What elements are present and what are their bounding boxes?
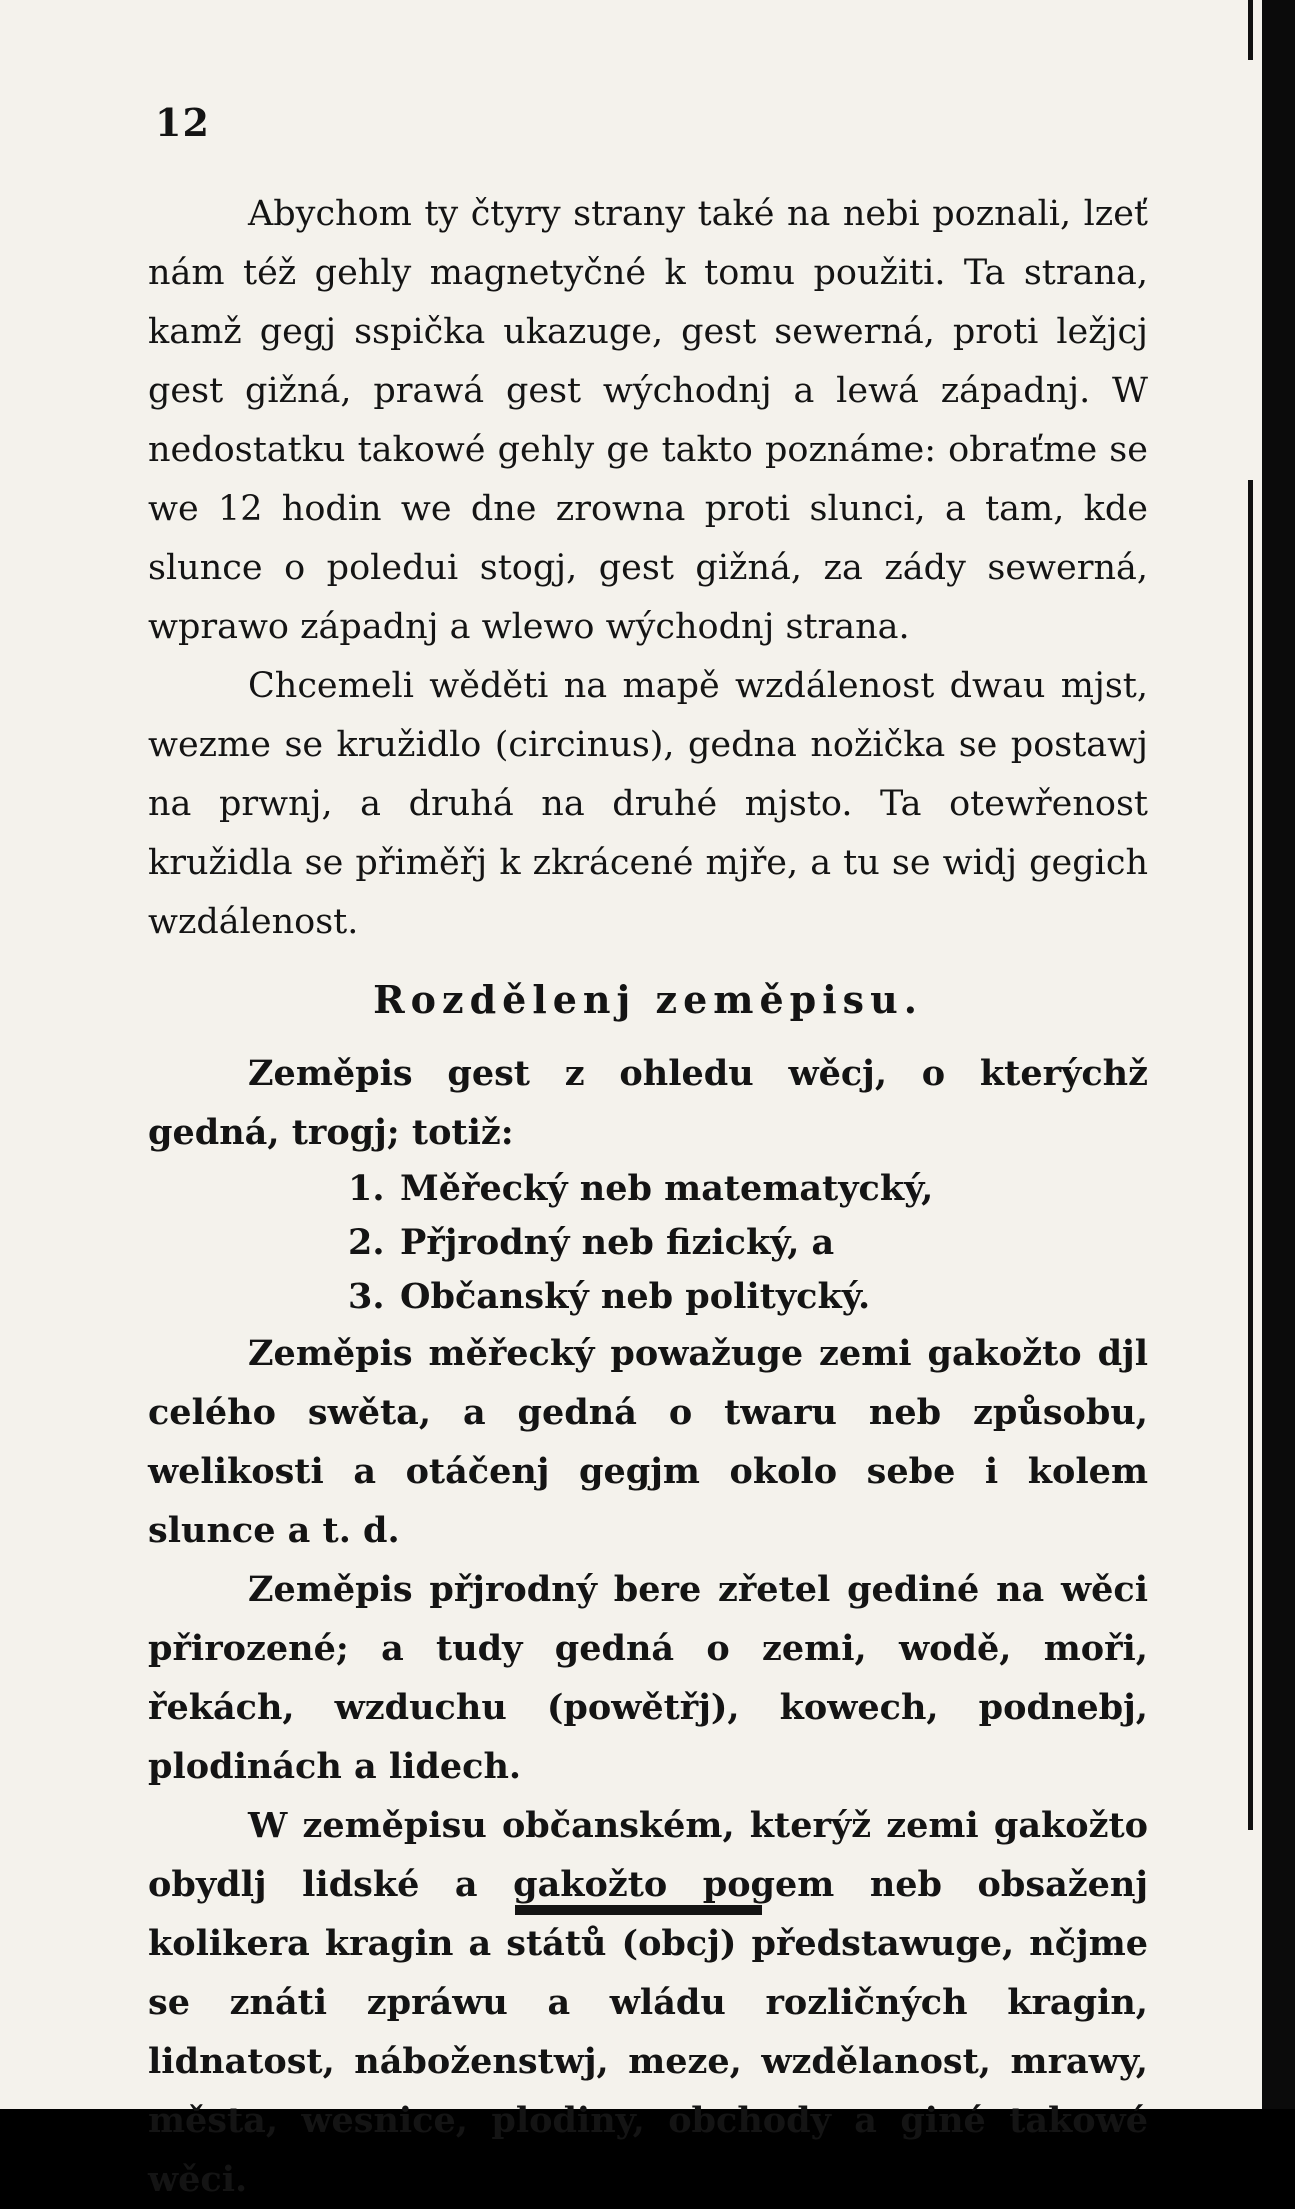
end-rule <box>515 1905 762 1915</box>
page-number: 12 <box>155 100 210 145</box>
scan-border <box>1262 0 1295 2109</box>
list-item <box>348 1270 1148 1324</box>
list-item-number: 3. <box>348 1276 385 1317</box>
list-item-number: 2. <box>348 1222 385 1263</box>
page-edge-shadow <box>1248 480 1253 1830</box>
paragraph-map-distance: Chcemeli wěděti na mapě wzdálenost dwau mjst, wezme se kružidlo (circinus), gedna nožička se postawj na prwnj, a druhá na druhé mjsto. Ta otewřenost kružidla se přiměřj k zkrácené mjře, a tu se widj gegich wzdálenost. <box>148 666 1148 942</box>
list-item-text: Přjrodný neb fizický, a <box>400 1222 835 1263</box>
list-item-number: 1. <box>348 1168 385 1209</box>
list-item-text: Měřecký neb matematycký, <box>400 1168 934 1209</box>
paragraph-division-intro: Zeměpis gest z ohledu wěcj, o kterýchž gedná, trogj; totiž: <box>148 1053 1148 1153</box>
paragraph-physical: Zeměpis přjrodný bere zřetel gediné na wěci přirozené; a tudy gedná o zemi, wodě, moři, řekách, wzduchu (powětřj), kowech, podnebj, plodinách a lidech. <box>148 1569 1148 1787</box>
paragraph-mathematical: Zeměpis měřecký powažuge zemi gakožto djl celého swěta, a gedná o twaru neb způsobu, welikosti a otáčenj gegjm okolo sebe i kolem slunce a t. d. <box>148 1333 1148 1551</box>
section-title: Rozdělenj zeměpisu. <box>373 977 923 1022</box>
list-item <box>348 1216 1148 1270</box>
list-item-text: Občanský neb politycký. <box>400 1276 871 1317</box>
paragraph-directions-sky: Abychom ty čtyry strany také na nebi poznali, lzeť nám též gehly magnetyčné k tomu použiti. Ta strana, kamž gegj sspička ukazuge, gest sewerná, proti ležjcj gest gižná, prawá gest wýchodnj a lewá západnj. W nedostatku takowé gehly ge takto poznáme: obraťme se we 12 hodin we dne zrowna proti slunci, a tam, kde slunce o poledui stogj, gest gižná, za zády sewerná, wprawo západnj a wlewo wýchodnj strana. <box>148 194 1148 647</box>
paragraph-political: W zeměpisu občanském, kterýž zemi gakožto obydlj lidské a gakožto pogem neb obsaženj kolikera kragin a států (obcj) předstawuge, nčjme se znáti zpráwu a wládu rozličných kragin, lidnatost, náboženstwj, meze, wzdělanost, mrawy, města, wesnice, plodiny, obchody a giné takowé wěci. <box>148 1805 1148 2200</box>
page-edge-shadow <box>1248 0 1253 60</box>
division-list <box>148 1162 1148 1324</box>
list-item <box>348 1162 1148 1216</box>
